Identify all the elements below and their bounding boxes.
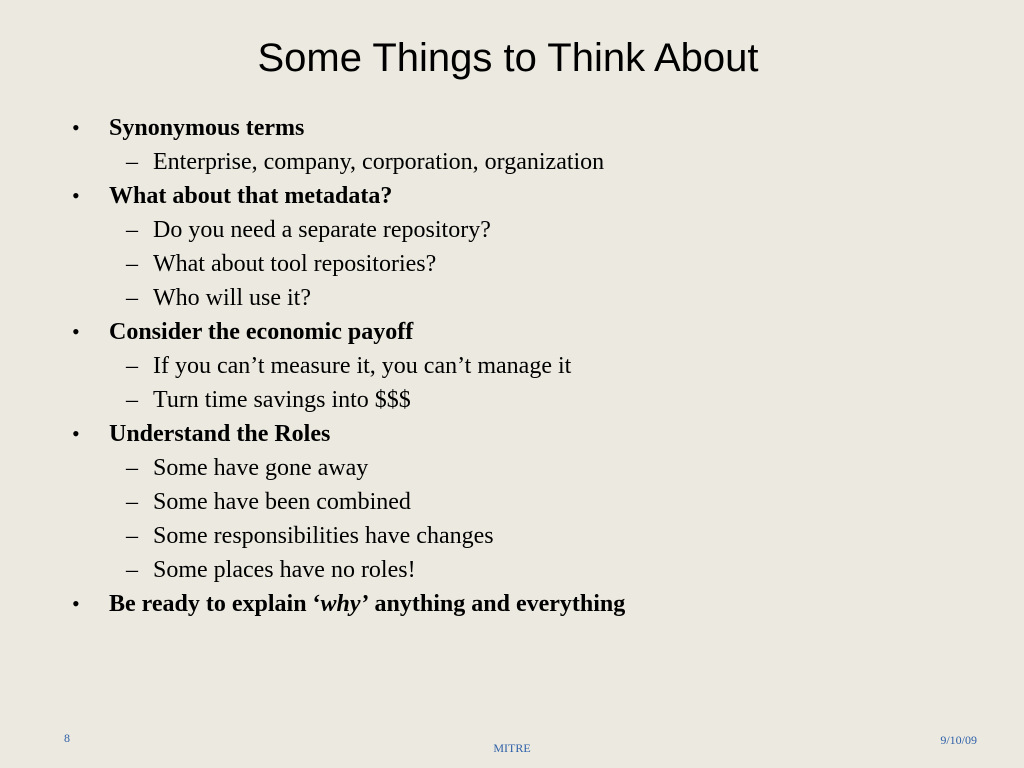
bullet-item	[0, 111, 1000, 145]
dash-icon: –	[126, 149, 138, 175]
bullet-text: What about that metadata?	[109, 183, 393, 209]
sub-bullet-item	[0, 213, 1000, 247]
sub-bullet-item	[0, 519, 1000, 553]
sub-bullet-item	[0, 485, 1000, 519]
sub-bullet-text: What about tool repositories?	[153, 251, 437, 277]
dash-icon: –	[126, 387, 138, 413]
sub-bullet-item	[0, 247, 1000, 281]
dash-icon: –	[126, 217, 138, 243]
sub-bullet-item	[0, 349, 1000, 383]
sub-bullet-text: If you can’t measure it, you can’t manage it	[153, 353, 572, 379]
bullet-text-start: Be ready to explain ‘	[109, 591, 321, 617]
sub-bullet-text: Turn time savings into $$$	[153, 387, 411, 413]
sub-bullet-text: Enterprise, company, corporation, organization	[153, 149, 605, 175]
dash-icon: –	[126, 489, 138, 515]
sub-bullet-text: Some have been combined	[153, 489, 411, 515]
bullet-text: Consider the economic payoff	[109, 319, 414, 345]
bullet-list	[0, 111, 1000, 621]
sub-bullet-text: Some places have no roles!	[153, 557, 416, 583]
dash-icon: –	[126, 455, 138, 481]
bullet-text: Synonymous terms	[109, 115, 305, 141]
sub-bullet-item	[0, 383, 1000, 417]
bullet-item	[0, 315, 1000, 349]
footer-organization: MITRE	[493, 741, 531, 755]
bullet-icon: •	[72, 591, 80, 616]
dash-icon: –	[126, 353, 138, 379]
bullet-icon: •	[72, 421, 80, 446]
sub-bullet-item	[0, 451, 1000, 485]
footer-date: 9/10/09	[940, 733, 977, 747]
sub-bullet-text: Who will use it?	[153, 285, 311, 311]
bullet-icon: •	[72, 115, 80, 140]
emphasis-why: why’	[320, 591, 369, 617]
dash-icon: –	[126, 285, 138, 311]
bullet-item	[0, 587, 1000, 621]
dash-icon: –	[126, 557, 138, 583]
sub-bullet-item	[0, 281, 1000, 315]
sub-bullet-item	[0, 553, 1000, 587]
sub-bullet-text: Some responsibilities have changes	[153, 523, 494, 549]
bullet-text	[109, 587, 625, 621]
bullet-item	[0, 417, 1000, 451]
dash-icon: –	[126, 251, 138, 277]
bullet-text-end: anything and everything	[368, 591, 626, 617]
bullet-icon: •	[72, 183, 80, 208]
dash-icon: –	[126, 523, 138, 549]
bullet-text: Understand the Roles	[109, 421, 331, 447]
page-number: 8	[64, 731, 70, 745]
sub-bullet-text: Some have gone away	[153, 455, 369, 481]
sub-bullet-text: Do you need a separate repository?	[153, 217, 491, 243]
sub-bullet-item	[0, 145, 1000, 179]
slide-title: Some Things to Think About	[257, 36, 759, 80]
bullet-item	[0, 179, 1000, 213]
bullet-icon: •	[72, 319, 80, 344]
